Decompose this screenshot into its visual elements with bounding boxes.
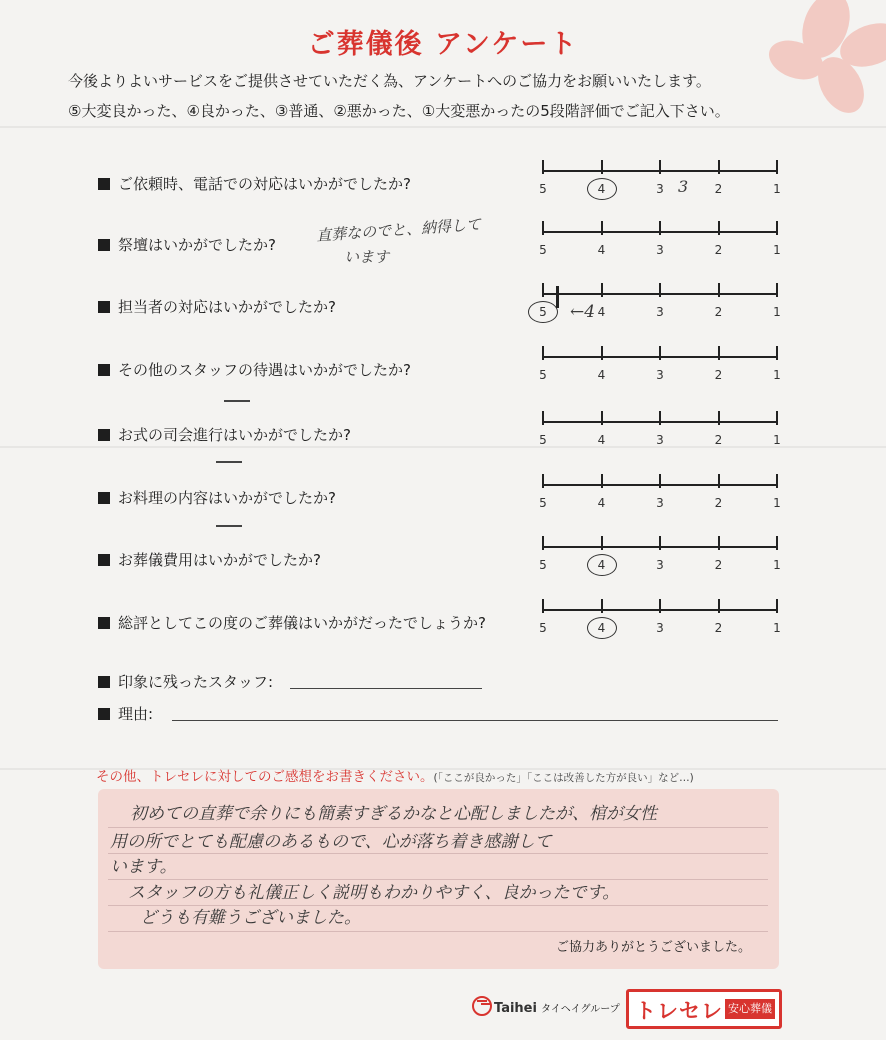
scale-number-3[interactable]: 3 (656, 368, 664, 382)
scale-tick (718, 160, 720, 174)
bullet-square (98, 301, 110, 313)
scale-number-2[interactable]: 2 (714, 305, 723, 319)
staff-field-line[interactable] (290, 688, 482, 689)
question-text: その他のスタッフの待遇はいかがでしたか? (118, 361, 411, 379)
scale-number-1[interactable]: 1 (773, 182, 781, 196)
bullet-square (98, 178, 110, 190)
question-6 (98, 487, 336, 508)
scale-tick (718, 536, 720, 550)
bullet-square (98, 239, 110, 251)
brand-name: トレセレ (635, 999, 723, 1023)
scale-number-5[interactable]: 5 (539, 305, 547, 319)
scale-tick (601, 283, 603, 297)
scale-number-4[interactable]: 4 (597, 182, 606, 196)
scale-tick (542, 411, 544, 425)
scale-tick (718, 346, 720, 360)
scale-number-1[interactable]: 1 (773, 305, 781, 319)
scale-tick (776, 221, 778, 235)
scale-number-2[interactable]: 2 (714, 182, 723, 196)
scale-tick (776, 536, 778, 550)
scale-tick (542, 474, 544, 488)
rating-scale-7[interactable] (530, 536, 790, 576)
scale-tick (659, 536, 661, 550)
page-title: ご葬儀後 アンケート (307, 29, 579, 60)
handwritten-dash (216, 461, 242, 463)
selected-rating-circle (587, 617, 617, 639)
handwritten-q2-note-2: います (344, 248, 390, 266)
comment-box[interactable] (98, 789, 779, 969)
scale-tick (659, 411, 661, 425)
intro-line-1: 今後よりよいサービスをご提供させていただく為、アンケートへのご協力をお願いいたします。 (68, 72, 711, 90)
question-3 (98, 296, 336, 317)
reason-field-label: 理由: (98, 703, 153, 724)
scale-number-2[interactable]: 2 (714, 558, 723, 572)
handwritten-dash (216, 525, 242, 527)
rating-scale-2[interactable] (530, 221, 790, 261)
scale-number-3[interactable]: 3 (656, 433, 664, 447)
comment-heading-hint: (「ここが良かった」「ここは改善した方が良い」など…) (433, 772, 694, 784)
bullet-square (98, 492, 110, 504)
scale-number-4[interactable]: 4 (597, 368, 606, 382)
scale-tick (776, 411, 778, 425)
question-text: お葬儀費用はいかがでしたか? (118, 551, 321, 569)
scale-tick (601, 536, 603, 550)
comment-heading: その他、トレセレに対してのご感想をお書きください。(「ここが良かった」「ここは改善した方が良い」など…) (96, 769, 694, 785)
scale-tick (659, 283, 661, 297)
scale-number-2[interactable]: 2 (714, 496, 723, 510)
question-8 (98, 612, 486, 633)
scale-tick (776, 283, 778, 297)
question-5 (98, 424, 351, 445)
question-text: 担当者の対応はいかがでしたか? (118, 298, 336, 316)
tresere-logo (626, 989, 782, 1029)
scale-number-5[interactable]: 5 (539, 621, 547, 635)
staff-field-label: 印象に残ったスタッフ: (98, 671, 273, 692)
scale-tick (659, 599, 661, 613)
scale-number-1[interactable]: 1 (773, 621, 781, 635)
scale-tick (542, 599, 544, 613)
rating-scale-3[interactable] (530, 283, 790, 323)
rating-scale-5[interactable] (530, 411, 790, 451)
scale-tick (601, 474, 603, 488)
scale-number-2[interactable]: 2 (714, 368, 723, 382)
rating-scale-1[interactable] (530, 160, 790, 200)
scale-number-3[interactable]: 3 (656, 182, 664, 196)
handwritten-dash (224, 400, 250, 402)
scale-number-3[interactable]: 3 (656, 243, 664, 257)
scale-tick (718, 411, 720, 425)
scale-number-1[interactable]: 1 (773, 558, 781, 572)
question-text: ご依頼時、電話での対応はいかがでしたか? (118, 175, 411, 193)
comment-line: 用の所でとても配慮のあるもので、心が落ち着き感謝して (110, 832, 552, 852)
group-sub: タイヘイグループ (540, 1004, 620, 1015)
scale-tick (601, 160, 603, 174)
comment-line: 初めての直葬で余りにも簡素すぎるかなと心配しましたが、棺が女性 (130, 804, 657, 824)
scale-number-2[interactable]: 2 (714, 243, 723, 257)
scale-number-1[interactable]: 1 (773, 496, 781, 510)
scale-number-4[interactable]: 4 (597, 621, 606, 635)
rating-scale-6[interactable] (530, 474, 790, 514)
scale-number-3[interactable]: 3 (656, 305, 664, 319)
bullet-square (98, 554, 110, 566)
scale-tick (659, 346, 661, 360)
question-4 (98, 359, 411, 380)
scale-number-5[interactable]: 5 (539, 496, 547, 510)
scale-number-4[interactable]: 4 (597, 305, 606, 319)
scale-tick (601, 221, 603, 235)
handwritten-q1-extra: 3 (678, 177, 689, 196)
selected-rating-circle (587, 554, 617, 576)
scale-tick (542, 283, 544, 297)
handwritten-q3-mark (556, 286, 559, 308)
scale-tick (542, 160, 544, 174)
scale-tick (776, 599, 778, 613)
paper-fold (0, 126, 886, 128)
scale-tick (601, 411, 603, 425)
comment-line: どうも有難うございました。 (140, 908, 361, 928)
scale-number-3[interactable]: 3 (656, 558, 664, 572)
selected-rating-circle (587, 178, 617, 200)
scale-tick (718, 599, 720, 613)
bullet-square (98, 429, 110, 441)
scale-number-1[interactable]: 1 (773, 243, 781, 257)
question-2 (98, 234, 276, 255)
scale-tick (601, 599, 603, 613)
scale-number-4[interactable]: 4 (597, 496, 606, 510)
scale-number-4[interactable]: 4 (597, 433, 606, 447)
scale-tick (776, 346, 778, 360)
group-name: Taihei (494, 1001, 537, 1016)
scale-tick (659, 160, 661, 174)
question-7 (98, 549, 321, 570)
scale-tick (542, 221, 544, 235)
selected-rating-circle (528, 301, 558, 323)
scale-number-4[interactable]: 4 (597, 558, 606, 572)
scale-tick (718, 474, 720, 488)
comment-line: スタッフの方も礼儀正しく説明もわかりやすく、良かったです。 (128, 883, 620, 903)
scale-number-5[interactable]: 5 (539, 182, 547, 196)
scale-number-5[interactable]: 5 (539, 433, 547, 447)
handwritten-q3-note: ←4 (570, 302, 596, 322)
scale-number-5[interactable]: 5 (539, 558, 547, 572)
question-text: お式の司会進行はいかがでしたか? (118, 426, 351, 444)
intro-line-2: ⑤大変良かった、④良かった、③普通、②悪かった、①大変悪かったの5段階評価でご記入下さい。 (68, 102, 730, 120)
scale-tick (718, 221, 720, 235)
scale-number-2[interactable]: 2 (714, 621, 723, 635)
scale-number-4[interactable]: 4 (597, 243, 606, 257)
scale-tick (776, 160, 778, 174)
taihei-icon (472, 996, 492, 1016)
scale-tick (601, 346, 603, 360)
bullet-square (98, 617, 110, 629)
scale-number-1[interactable]: 1 (773, 433, 781, 447)
scale-number-2[interactable]: 2 (714, 433, 723, 447)
comment-line: います。 (110, 857, 177, 877)
bullet-square (98, 364, 110, 376)
scale-number-3[interactable]: 3 (656, 621, 664, 635)
thanks-text: ご協力ありがとうございました。 (555, 940, 751, 955)
scale-tick (659, 221, 661, 235)
question-text: お料理の内容はいかがでしたか? (118, 489, 336, 507)
reason-field-line[interactable] (172, 720, 778, 721)
scale-number-5[interactable]: 5 (539, 243, 547, 257)
question-1 (98, 173, 411, 194)
rating-scale-8[interactable] (530, 599, 790, 639)
brand-sub: 安心葬儀 (725, 999, 775, 1019)
scale-tick (659, 474, 661, 488)
scale-number-5[interactable]: 5 (539, 368, 547, 382)
handwritten-q2-note-1: 直葬なのでと、納得して (315, 215, 482, 245)
taihei-logo (472, 996, 620, 1016)
rating-scale-4[interactable] (530, 346, 790, 386)
scale-tick (542, 536, 544, 550)
scale-tick (542, 346, 544, 360)
scale-number-3[interactable]: 3 (656, 496, 664, 510)
scale-tick (776, 474, 778, 488)
scale-tick (718, 283, 720, 297)
question-text: 総評としてこの度のご葬儀はいかがだったでしょうか? (118, 614, 486, 632)
scale-number-1[interactable]: 1 (773, 368, 781, 382)
question-text: 祭壇はいかがでしたか? (118, 236, 276, 254)
